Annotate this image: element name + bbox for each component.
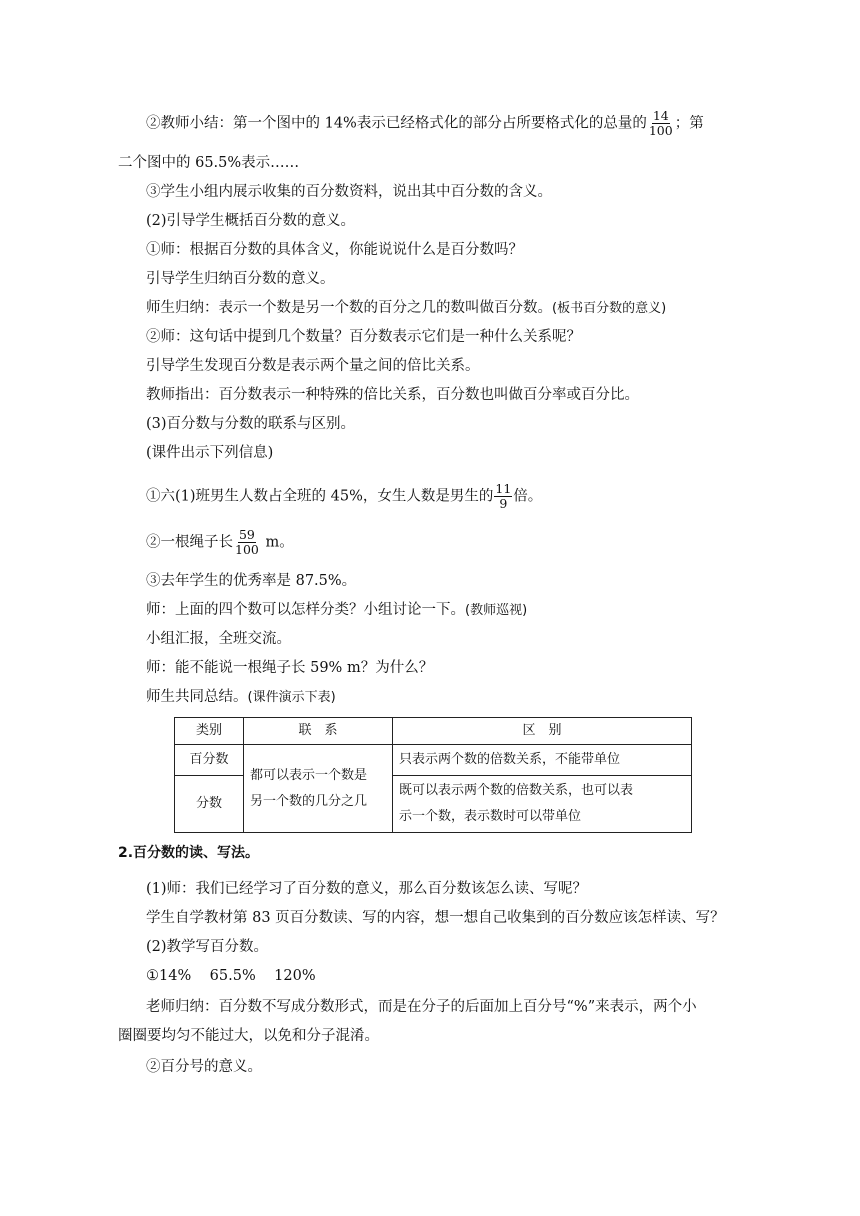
- text: ；第: [674, 115, 704, 132]
- header-category: 类别: [175, 718, 244, 745]
- table-header-row: [175, 718, 692, 745]
- comparison-table: [174, 717, 692, 833]
- paragraph-line: 教师指出：百分数表示一种特殊的倍比关系，百分数也叫做百分率或百分比。: [146, 387, 639, 403]
- paragraph-line: [146, 528, 294, 557]
- text: 师生归纳：表示一个数是另一个数的百分之几的数叫做百分数。: [146, 300, 552, 316]
- paragraph-line: 圈圈要均匀不能过大，以免和分子混淆。: [118, 1028, 379, 1044]
- paragraph-teacher-summary: [146, 109, 704, 138]
- text: 倍。: [513, 488, 543, 505]
- text: ①六(1)班男生人数占全班的 45%，女生人数是男生的: [146, 488, 494, 505]
- paragraph-line: [146, 687, 336, 708]
- difference-fraction: [393, 776, 692, 833]
- text: 师：上面的四个数可以怎样分类？小组讨论一下。: [146, 602, 465, 618]
- text: ②教师小结：第一个图中的 14%表示已经格式化的部分占所要格式化的总量的: [146, 115, 647, 132]
- paragraph-line: ①师：根据百分数的具体含义，你能说说什么是百分数吗？: [146, 242, 523, 258]
- table-row: [175, 745, 692, 776]
- header-difference: 区 别: [393, 718, 692, 745]
- paragraph-line: 老师归纳：百分数不写成分数形式，而是在分子的后面加上百分号“%”来表示，两个小: [146, 999, 697, 1015]
- paragraph-line: [146, 600, 527, 621]
- paragraph-line: ③去年学生的优秀率是 87.5%。: [146, 573, 357, 589]
- difference-percent: 只表示两个数的倍数关系，不能带单位: [393, 745, 692, 776]
- fraction-59-100: [234, 528, 260, 557]
- board-note: (板书百分数的意义): [552, 301, 667, 316]
- paragraph-line: [146, 298, 666, 319]
- paragraph-line: (2)教学写百分数。: [146, 939, 269, 955]
- header-relation: 联 系: [244, 718, 393, 745]
- text: m。: [260, 534, 294, 551]
- paragraph-line: ③学生小组内展示收集的百分数资料，说出其中百分数的含义。: [146, 184, 552, 200]
- row-label-percent: 百分数: [175, 745, 244, 776]
- text: ②一根绳子长: [146, 534, 233, 551]
- paragraph-line: ②师：这句话中提到几个数量？百分数表示它们是一种什么关系呢？: [146, 329, 581, 345]
- section-heading: 2.百分数的读、写法。: [118, 845, 260, 861]
- paragraph-line: 二个图中的 65.5%表示……: [118, 155, 300, 171]
- denominator: 100: [648, 123, 673, 138]
- numerator: 59: [238, 527, 255, 542]
- paragraph-line: 师：能不能说一根绳子长 59% m？为什么？: [146, 660, 434, 676]
- paragraph-line: (3)百分数与分数的联系与区别。: [146, 416, 356, 432]
- numerator: 14: [652, 108, 669, 123]
- paragraph-line: 学生自学教材第 83 页百分数读、写的内容，想一想自己收集到的百分数应该怎样读、写？: [146, 910, 725, 926]
- fraction-11-9: [494, 482, 512, 511]
- paragraph-line: 引导学生归纳百分数的意义。: [146, 271, 335, 287]
- paragraph-line: (课件出示下列信息): [146, 445, 274, 461]
- paragraph-line: 引导学生发现百分数是表示两个量之间的倍比关系。: [146, 358, 480, 374]
- numerator: 11: [495, 481, 512, 496]
- note: (教师巡视): [465, 603, 528, 618]
- text: 师生共同总结。: [146, 689, 248, 705]
- cell-line: 都可以表示一个数是: [250, 767, 368, 783]
- cell-line: 既可以表示两个数的倍数关系，也可以表: [399, 783, 634, 798]
- fraction-14-100: [648, 109, 674, 138]
- cell-line: 示一个数，表示数时可以带单位: [399, 809, 582, 824]
- shared-relation-cell: [244, 745, 393, 833]
- paragraph-line: ②百分号的意义。: [146, 1059, 262, 1075]
- paragraph-line: 小组汇报，全班交流。: [146, 631, 291, 647]
- paragraph-line: ①14% 65.5% 120%: [146, 968, 316, 984]
- denominator: 100: [235, 542, 259, 557]
- row-label-fraction: 分数: [175, 776, 244, 833]
- denominator: 9: [499, 496, 508, 511]
- note: (课件演示下表): [247, 690, 336, 705]
- cell-line: 另一个数的几分之几: [250, 793, 368, 809]
- paragraph-line: (1)师：我们已经学习了百分数的意义，那么百分数该怎么读、写呢？: [146, 881, 588, 897]
- paragraph-line: [146, 482, 542, 511]
- paragraph-line: (2)引导学生概括百分数的意义。: [146, 213, 356, 229]
